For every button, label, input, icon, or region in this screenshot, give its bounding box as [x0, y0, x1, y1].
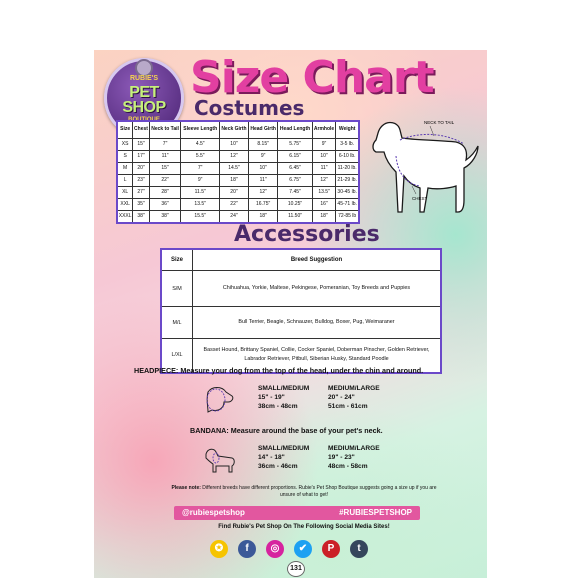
headpiece-instruction: HEADPIECE: Measure your dog from the top of the head, under the chin and around.	[134, 366, 424, 375]
costume-header-cell: Head Length	[278, 121, 313, 139]
costume-cell: 6.15"	[278, 151, 313, 163]
costume-cell: 5.5"	[181, 151, 220, 163]
acc-header-size: Size	[161, 249, 193, 271]
table-row	[161, 307, 441, 339]
costumes-heading: Costumes	[194, 96, 305, 120]
costume-cell: 30-45 lb.	[336, 187, 359, 199]
costume-cell: M	[117, 163, 133, 175]
costume-header-cell: Chest	[133, 121, 149, 139]
costume-cell: 38"	[133, 211, 149, 224]
costume-header-cell: Armhole	[312, 121, 335, 139]
costume-cell: 6-10 lb.	[336, 151, 359, 163]
bandana-instruction: BANDANA: Measure around the base of your pet's neck.	[190, 426, 383, 435]
costume-cell: 10.25"	[278, 199, 313, 211]
size-chart-page	[94, 50, 487, 578]
costume-header-cell: Sleeve Length	[181, 121, 220, 139]
costume-cell: 13.5"	[312, 187, 335, 199]
dog-measurement-diagram	[368, 116, 480, 224]
costume-cell: 10"	[312, 151, 335, 163]
costume-cell: 7"	[149, 139, 181, 151]
costume-header-cell: Neck Girth	[219, 121, 248, 139]
accessories-heading: Accessories	[234, 222, 380, 247]
costume-cell: 7"	[181, 163, 220, 175]
table-row	[161, 271, 441, 307]
costume-cell: 11"	[312, 163, 335, 175]
costume-cell: 11-20 lb.	[336, 163, 359, 175]
social-handle[interactable]: @rubiespetshop	[182, 508, 245, 517]
costume-cell: 18"	[312, 211, 335, 224]
bandana-medium-large: MEDIUM/LARGE 19" - 23" 48cm - 58cm	[328, 445, 380, 470]
table-row	[117, 151, 359, 163]
costume-cell: 15"	[149, 163, 181, 175]
facebook-icon[interactable]: f	[238, 540, 256, 558]
costume-cell: 28"	[149, 187, 181, 199]
costume-cell: 11.50"	[278, 211, 313, 224]
costume-cell: XL	[117, 187, 133, 199]
table-row	[117, 139, 359, 151]
costume-cell: 16.75"	[248, 199, 277, 211]
acc-header-breed: Breed Suggestion	[193, 249, 442, 271]
head-measure-icon	[202, 384, 238, 419]
costume-cell: 45-71 lb.	[336, 199, 359, 211]
costume-cell: 15"	[133, 139, 149, 151]
size-note: Please note: Different breeds have different proportions. Rubie's Pet Shop Boutique suggests going a size up if you are unsure of what to get!	[171, 485, 437, 498]
costume-cell: 11.5"	[181, 187, 220, 199]
bandana-small-medium: SMALL/MEDIUM 14" - 18" 36cm - 46cm	[258, 445, 310, 470]
costume-cell: 9"	[248, 151, 277, 163]
costume-cell: S	[117, 151, 133, 163]
costume-cell: XXXL	[117, 211, 133, 224]
costume-cell: 18"	[219, 175, 248, 187]
table-row	[117, 163, 359, 175]
costume-cell: 20"	[219, 187, 248, 199]
costume-cell: 24"	[219, 211, 248, 224]
costume-cell: 22"	[219, 199, 248, 211]
costume-cell: 14.5"	[219, 163, 248, 175]
costume-header-cell: Size	[117, 121, 133, 139]
snapchat-icon[interactable]: ✪	[210, 540, 228, 558]
costume-cell: 23"	[133, 175, 149, 187]
costume-cell: 12"	[219, 151, 248, 163]
costume-cell: 9"	[181, 175, 220, 187]
twitter-icon[interactable]: ✔	[294, 540, 312, 558]
costume-cell: L	[117, 175, 133, 187]
pinterest-icon[interactable]: P	[322, 540, 340, 558]
costume-cell: 17"	[133, 151, 149, 163]
costume-cell: 35"	[133, 199, 149, 211]
social-find-text: Find Rubie's Pet Shop On The Following Social Media Sites!	[218, 524, 390, 530]
costume-cell: XS	[117, 139, 133, 151]
acc-breeds: Chihuahua, Yorkie, Maltese, Pekingese, Pomeranian, Toy Breeds and Puppies	[193, 271, 442, 307]
neck-to-tail-label: NECK TO TAIL	[424, 120, 455, 125]
costume-cell: 5.75"	[278, 139, 313, 151]
page-number: 131	[287, 561, 305, 577]
chest-label: CHEST	[412, 196, 428, 201]
social-hashtag[interactable]: #RUBIESPETSHOP	[339, 508, 412, 517]
costume-cell: 36"	[149, 199, 181, 211]
tumblr-icon[interactable]: t	[350, 540, 368, 558]
table-row	[117, 175, 359, 187]
acc-breeds: Bull Terrier, Beagle, Schnauzer, Bulldog, Boxer, Pug, Weimaraner	[193, 307, 442, 339]
costume-cell: 12"	[312, 175, 335, 187]
costume-cell: 38"	[149, 211, 181, 224]
costume-cell: 8.15"	[248, 139, 277, 151]
costumes-size-table	[116, 120, 360, 224]
costume-cell: 16"	[312, 199, 335, 211]
costume-cell: 3-5 lb.	[336, 139, 359, 151]
costume-cell: 18"	[248, 211, 277, 224]
headpiece-small-medium: SMALL/MEDIUM 15" - 19" 38cm - 48cm	[258, 385, 310, 410]
page-title: Size Chart	[190, 52, 434, 103]
acc-size: S/M	[161, 271, 193, 307]
social-banner	[174, 506, 420, 520]
costume-cell: 13.5"	[181, 199, 220, 211]
acc-size: M/L	[161, 307, 193, 339]
costume-cell: 21-29 lb.	[336, 175, 359, 187]
neck-measure-icon	[202, 444, 238, 479]
costume-cell: 10"	[248, 163, 277, 175]
costume-cell: 15.5"	[181, 211, 220, 224]
logo-main-text: PET SHOP	[122, 84, 166, 116]
logo-top-text: RUBIE'S	[129, 75, 159, 82]
instagram-icon[interactable]: ◎	[266, 540, 284, 558]
costume-cell: 12"	[248, 187, 277, 199]
costume-cell: 6.75"	[278, 175, 313, 187]
table-row	[117, 199, 359, 211]
costume-cell: 20"	[133, 163, 149, 175]
costume-cell: 6.45"	[278, 163, 313, 175]
costume-cell: 7.45"	[278, 187, 313, 199]
costume-header-cell: Neck to Tail	[149, 121, 181, 139]
costume-cell: 27"	[133, 187, 149, 199]
costume-header-cell: Weight	[336, 121, 359, 139]
costume-header-cell: Head Girth	[248, 121, 277, 139]
acc-breeds: Basset Hound, Brittany Spaniel, Collie, Cocker Spaniel, Doberman Pinscher, Golden Retriever, Labrador Retriever, Pitbull, Siberian Husky, Standard Poodle	[193, 339, 442, 373]
acc-size: L/XL	[161, 339, 193, 373]
costume-cell: 9"	[312, 139, 335, 151]
costume-cell: 11"	[149, 151, 181, 163]
costume-cell: 10"	[219, 139, 248, 151]
headpiece-medium-large: MEDIUM/LARGE 20" - 24" 51cm - 61cm	[328, 385, 380, 410]
costume-cell: 11"	[248, 175, 277, 187]
costume-cell: 4.5"	[181, 139, 220, 151]
costume-cell: 22"	[149, 175, 181, 187]
table-row	[117, 187, 359, 199]
costume-cell: XXL	[117, 199, 133, 211]
costume-cell: 72-85 lb	[336, 211, 359, 224]
accessories-breed-table	[160, 248, 442, 374]
